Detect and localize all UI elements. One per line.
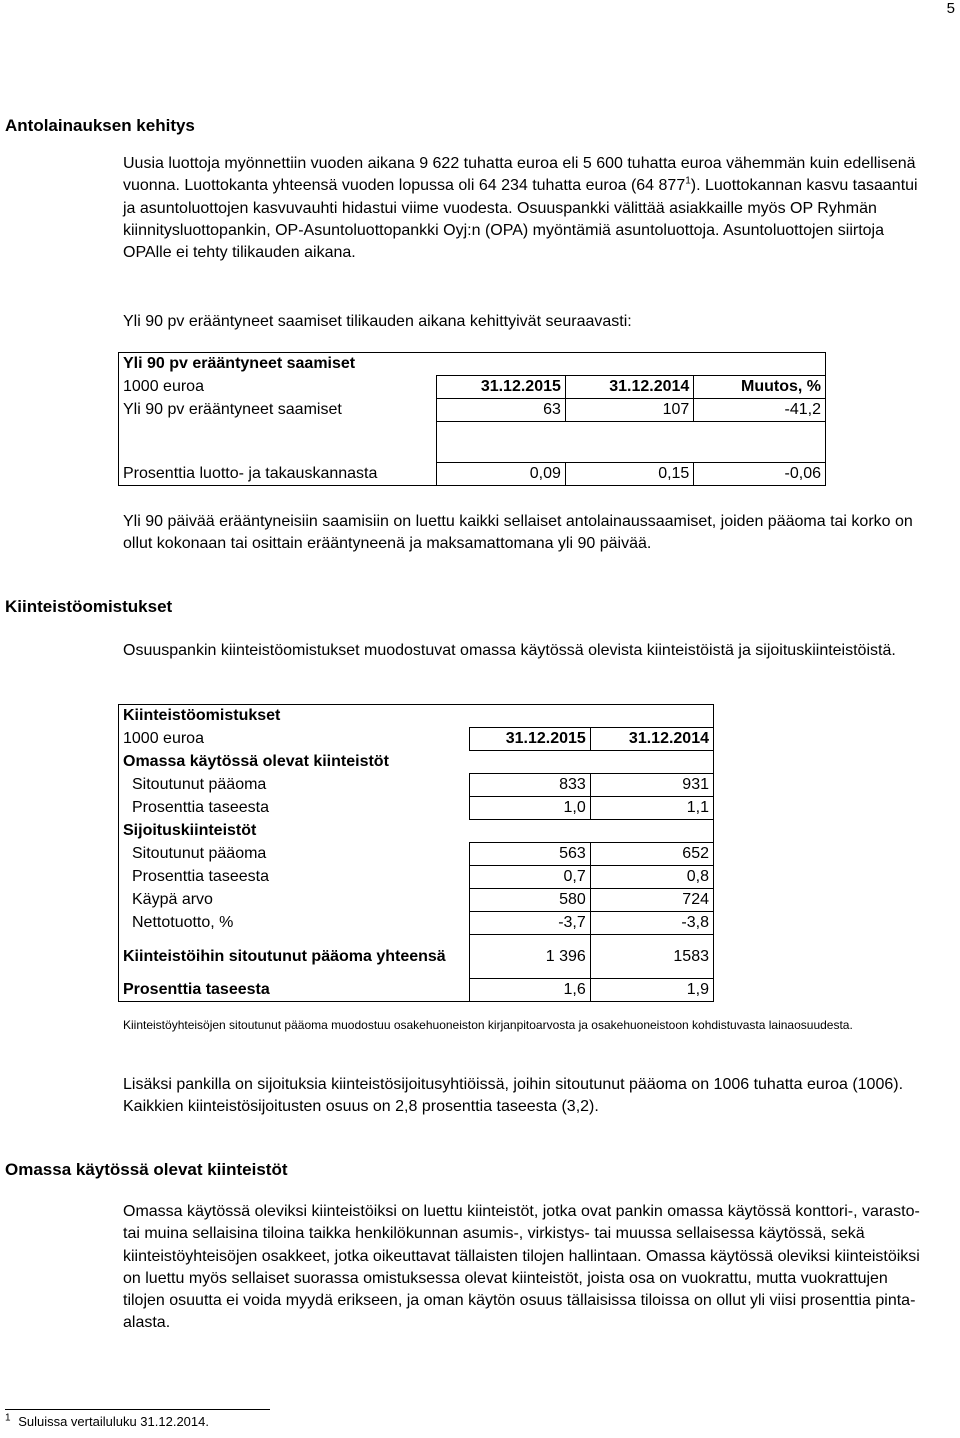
table-row [119,774,714,797]
row-label: Prosenttia taseesta [132,868,269,885]
table-row-total [119,935,714,979]
paragraph-table-intro: Yli 90 pv erääntyneet saamiset tilikauden aikana kehittyivät seuraavasti: [123,313,632,330]
group-label: Sijoituskiinteistöt [123,822,257,839]
row-label: Sitoutunut pääoma [132,776,267,793]
table-row [119,889,714,912]
cell-value: 1583 [590,935,713,979]
cell-value: 1,9 [590,979,713,1002]
table-row [119,797,714,820]
page-number: 5 [946,0,955,17]
cell-value: 1,0 [469,797,590,820]
cell-value: -0,06 [694,463,826,486]
row-label: Prosenttia taseesta [132,799,269,816]
paragraph-overdue-definition: Yli 90 päivää erääntyneisiin saamisiin on luettu kaikki sellaiset antolainaussaamiset, joiden pääoma tai korko on ollut kokonaan tai osittain erääntyneenä ja maksamattomana yli 90 päivää. [123,513,913,553]
cell-value: 0,7 [469,866,590,889]
column-header: 31.12.2014 [565,376,693,399]
row-label: Sitoutunut pääoma [132,845,267,862]
cell-value: -3,8 [590,912,713,935]
row-label: Yli 90 pv erääntyneet saamiset [123,401,342,418]
table-row [119,912,714,935]
cell-value: 931 [590,774,713,797]
table-row [119,463,826,486]
table-row [119,866,714,889]
table-row-total [119,979,714,1002]
column-header: Muutos, % [694,376,826,399]
paragraph-luottokanta [123,153,923,264]
column-header: 31.12.2014 [590,728,713,751]
footnote-separator [5,1409,270,1410]
group-label: Omassa käytössä olevat kiinteistöt [123,753,389,770]
cell-value: 63 [437,399,565,422]
footnote-marker: 1 [5,1412,11,1424]
cell-value: 563 [469,843,590,866]
cell-value: 724 [590,889,713,912]
cell-value: 107 [565,399,693,422]
cell-value: 580 [469,889,590,912]
row-label: Käypä arvo [132,891,213,908]
row-label: Kiinteistöihin sitoutunut pääoma yhteensä [123,948,446,965]
paragraph-kiinteistot-intro: Osuuspankin kiinteistöomistukset muodostuvat omassa käytössä olevista kiinteistöistä ja sijoituskiinteistöistä. [123,642,896,659]
paragraph-sijoitukset: Lisäksi pankilla on sijoituksia kiinteistösijoitusyhtiöissä, joihin sitoutunut pääoma on 1006 tuhatta euroa (1006). Kaikkien kiinteistösijoitusten osuus on 2,8 prosenttia taseesta (3,2). [123,1076,904,1116]
row-label: Nettotuotto, % [132,914,234,931]
table-note: Kiinteistöyhteisöjen sitoutunut pääoma muodostuu osakehuoneiston kirjanpitoarvosta ja osakehuoneistoon kohdistuvasta lainaosuudesta. [123,1018,853,1032]
real-estate-table [118,704,714,1002]
footnote [5,1414,209,1429]
cell-value: 1 396 [469,935,590,979]
table-title: Kiinteistöomistukset [123,707,281,724]
table-title: Yli 90 pv erääntyneet saamiset [123,355,356,372]
row-label: Prosenttia luotto- ja takauskannasta [123,464,378,482]
table-row [119,843,714,866]
cell-value: 0,8 [590,866,713,889]
table-unit: 1000 euroa [123,730,204,747]
section-heading-antolainaus: Antolainauksen kehitys [5,116,195,135]
cell-value: 0,15 [565,463,693,486]
column-header: 31.12.2015 [469,728,590,751]
footnote-ref: 1 [685,175,691,187]
column-header: 31.12.2015 [437,376,565,399]
overdue-receivables-table [118,352,826,486]
cell-value: 833 [469,774,590,797]
cell-value: -3,7 [469,912,590,935]
cell-value: 1,6 [469,979,590,1002]
cell-value: 0,09 [437,463,565,486]
table-spacer-row [119,422,826,463]
paragraph-omassa-kaytossa: Omassa käytössä oleviksi kiinteistöiksi on luettu kiinteistöt, jotka ovat pankin omassa käytössä konttori-, varasto- tai muina sellaisina tiloina taikka henkilökunnan asumis-, virkistys- tai muussa sellaisessa käytössä, sekä kiinteistöyhteisöjen osakkeet, jotka oikeuttavat tällaisten tilojen hallintaan. Omassa käytössä oleviksi kiinteistöiksi on luettu myös sellaiset suorassa omistuksessa olevat kiinteistöt, joista osa on vuokrattu, mutta vuokrattujen tilojen osuutta ei voida myydä erikseen, ja oman käytön osuus tällaisissa tiloissa on ollut yli viisi prosenttia pinta-alasta. [123,1203,920,1332]
table-unit: 1000 euroa [123,378,204,395]
section-heading-kiinteistoomistukset: Kiinteistöomistukset [5,597,173,616]
section-heading-omassa-kaytossa: Omassa käytössä olevat kiinteistöt [5,1160,288,1179]
row-label: Prosenttia taseesta [123,980,270,998]
cell-value: -41,2 [694,399,826,422]
cell-value: 1,1 [590,797,713,820]
table-row [119,399,826,422]
paragraph-text: Uusia luottoja myönnettiin vuoden aikana 9 622 tuhatta euroa eli 5 600 tuhatta euroa vähemmän kuin edellisenä vuonna. Luottokanta yhteensä vuoden lopussa oli 64 234 tuhatta euroa (64 877 [123,155,916,195]
footnote-text: Suluissa vertailuluku 31.12.2014. [18,1414,209,1429]
paragraph-text: ). Luottokannan kasvu tasaantui ja asuntoluottojen kasvuvauhti hidastui viime vuodesta. Osuuspankki välittää asiakkaille myös OP Ryhmän kiinnitysluottopankin, OP-Asuntoluottopankki Oyj:n (OPA) myöntämiä asuntoluottoja. Asuntoluottojen siirtoja OPAlle ei tehty tilikauden aikana. [123,177,918,262]
cell-value: 652 [590,843,713,866]
